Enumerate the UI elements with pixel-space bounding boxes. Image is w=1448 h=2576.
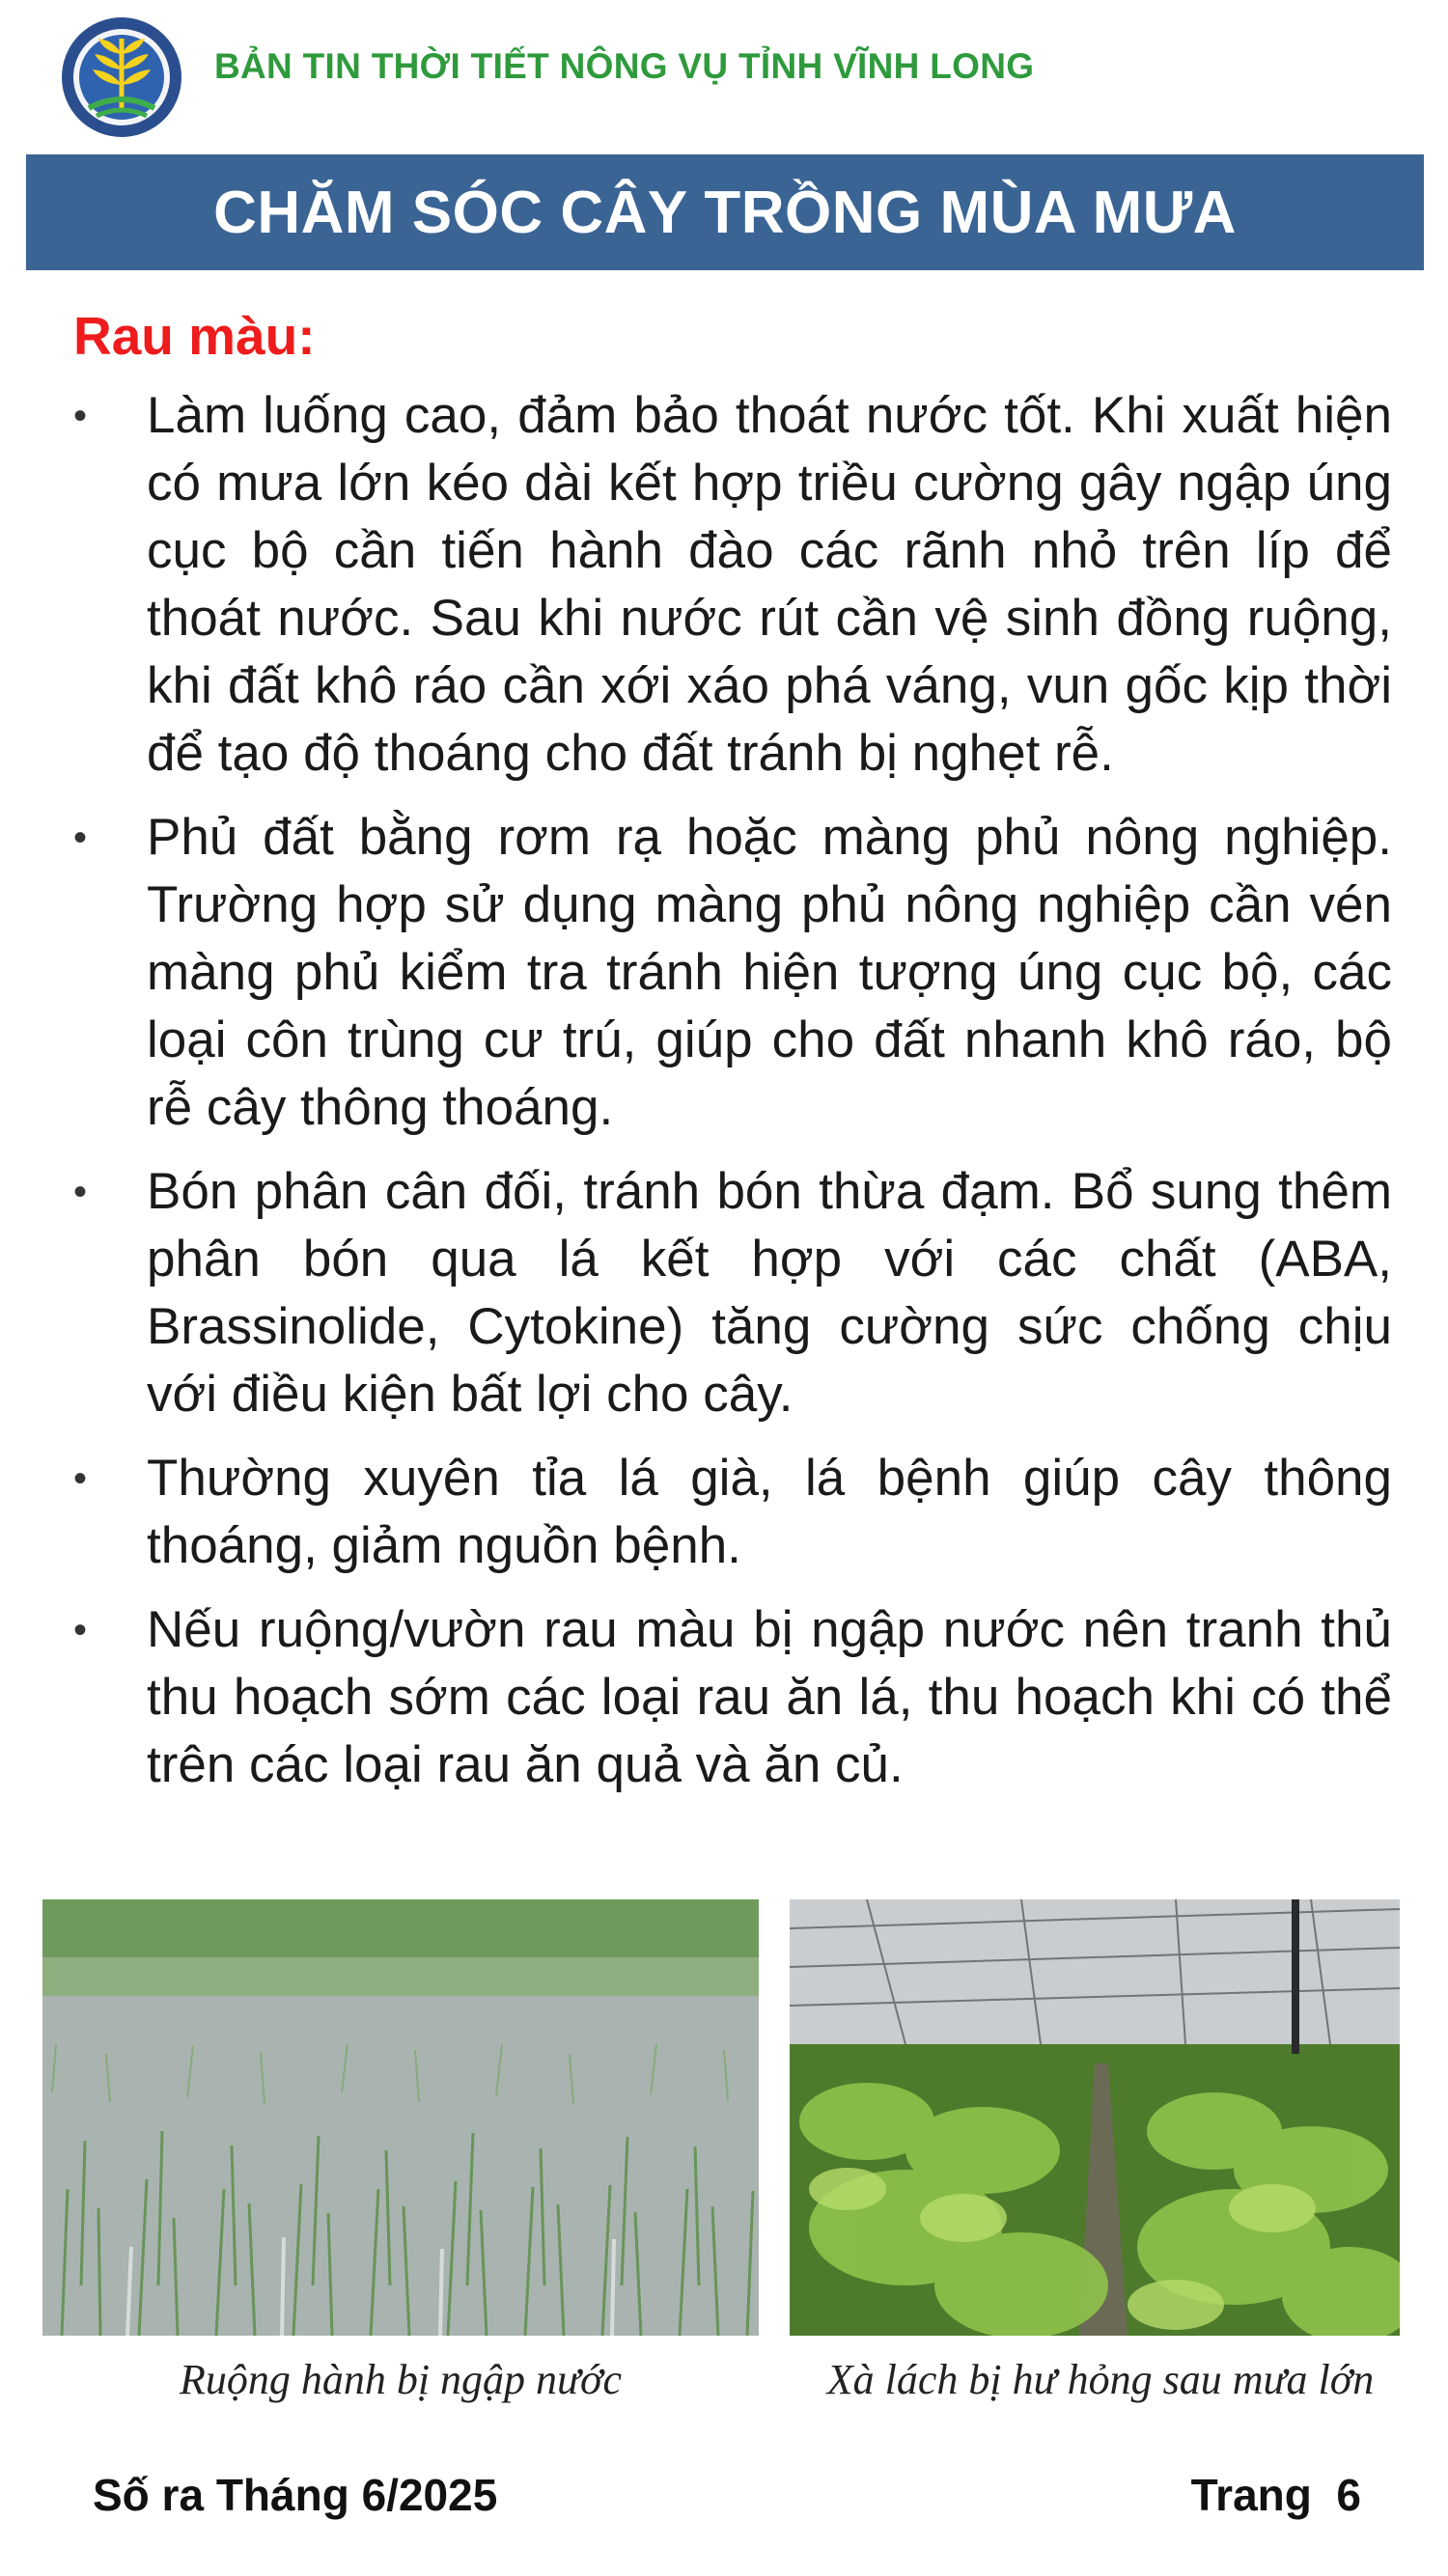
bullet-icon: •	[73, 1457, 88, 1500]
list-item	[73, 1596, 1392, 1799]
agriculture-emblem-icon	[60, 15, 183, 139]
section-heading: Rau màu:	[73, 306, 316, 366]
page-header	[0, 0, 1448, 154]
flooded-onion-field-photo	[42, 1899, 759, 2336]
title-banner	[26, 154, 1424, 270]
page-number: Trang 6	[1190, 2470, 1361, 2520]
list-item	[73, 1445, 1392, 1580]
bullet-icon: •	[73, 1609, 88, 1651]
page-title: CHĂM SÓC CÂY TRỒNG MÙA MƯA	[213, 179, 1237, 246]
list-item-text: Bón phân cân đối, tránh bón thừa đạm. Bổ sung thêm phân bón qua lá kết hợp với các chất (ABA, Brassinolide, Cytokine) tăng cường sức chống chịu với điều kiện bất lợi cho cây.	[147, 1163, 1392, 1423]
bullet-icon: •	[73, 817, 88, 859]
list-item-text: Thường xuyên tỉa lá già, lá bệnh giúp cây thông thoáng, giảm nguồn bệnh.	[147, 1450, 1392, 1574]
list-item	[73, 382, 1392, 788]
bullet-icon: •	[73, 1171, 88, 1213]
issue-date: Số ra Tháng 6/2025	[93, 2470, 498, 2520]
advice-list	[73, 382, 1392, 1815]
list-item	[73, 1158, 1392, 1428]
photo-caption: Xà lách bị hư hỏng sau mưa lớn	[826, 2356, 1375, 2403]
bullet-icon: •	[73, 395, 88, 437]
list-item-text: Phủ đất bằng rơm rạ hoặc màng phủ nông nghiệp. Trường hợp sử dụng màng phủ nông nghiệp cần vén màng phủ kiểm tra tránh hiện tượng úng cục bộ, các loại côn trùng cư trú, giúp cho đất nhanh khô ráo, bộ rễ cây thông thoáng.	[147, 809, 1392, 1136]
list-item-text: Nếu ruộng/vườn rau màu bị ngập nước nên tranh thủ thu hoạch sớm các loại rau ăn lá, thu hoạch khi có thể trên các loại rau ăn quả và ăn củ.	[147, 1601, 1392, 1793]
damaged-lettuce-photo	[790, 1899, 1400, 2336]
bulletin-title: BẢN TIN THỜI TIẾT NÔNG VỤ TỈNH VĨNH LONG	[214, 46, 1035, 86]
list-item	[73, 804, 1392, 1142]
list-item-text: Làm luống cao, đảm bảo thoát nước tốt. Khi xuất hiện có mưa lớn kéo dài kết hợp triều cường gây ngập úng cục bộ cần tiến hành đào các rãnh nhỏ trên líp để thoát nước. Sau khi nước rút cần vệ sinh đồng ruộng, khi đất khô ráo cần xới xáo phá váng, vun gốc kịp thời để tạo độ thoáng cho đất tránh bị nghẹt rễ.	[147, 387, 1392, 782]
photo-caption: Ruộng hành bị ngập nước	[179, 2356, 623, 2403]
